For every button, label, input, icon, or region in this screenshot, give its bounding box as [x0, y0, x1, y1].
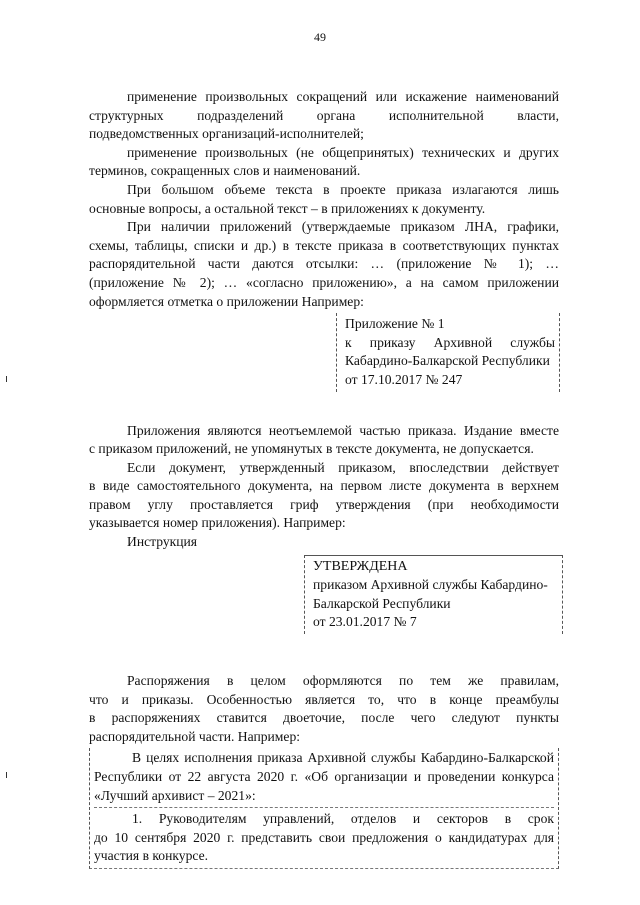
paragraph-line: подведомственных организаций-исполнителей;: [89, 126, 364, 142]
paragraph-line: применение произвольных сокращений или искажение наименований: [127, 89, 559, 104]
paragraph-line: структурных подразделений органа исполнительной власти,: [89, 107, 559, 123]
paragraph-line: в виде самостоятельного документа, на первом листе документа в верхнем: [89, 478, 559, 494]
example-line: Республики от 22 августа 2020 г. «Об организации и проведении конкурса: [94, 769, 554, 784]
document-body: [89, 88, 559, 869]
example-line: до 10 сентября 2020 г. представить свои предложения о кандидатурах для: [94, 829, 554, 845]
paragraph-line: распорядительной части даются отсылки: … (приложение № 1); …: [89, 256, 559, 272]
example-line: «Лучший архивист – 2021»:: [94, 787, 256, 803]
paragraph-line: основные вопросы, а остальной текст – в приложениях к документу.: [89, 200, 486, 216]
paragraph-line: указывается номер приложения). Например:: [89, 515, 346, 531]
paragraph-line: Приложения являются неотъемлемой частью приказа. Издание вместе: [127, 422, 559, 438]
paragraph-line: Инструкция: [127, 534, 198, 550]
paragraph-line: Если документ, утвержденный приказом, впоследствии действует: [127, 459, 559, 475]
approval-stamp: [304, 555, 563, 634]
paragraph-line: схемы, таблицы, списки и др.) в тексте приказа в соответствующих пунктах: [89, 237, 559, 253]
paragraph-line: что и приказы. Особенностью является то, что в конце преамбулы: [89, 691, 559, 707]
paragraph-line: в распоряжениях ставится двоеточие, после чего следуют пункты: [89, 710, 559, 726]
stamp-line: Приложение № 1: [345, 316, 445, 332]
paragraph-line: (приложение № 2); … «согласно приложению», а на самом приложении: [89, 274, 559, 290]
stamp-line: Балкарской Республики: [313, 595, 451, 611]
paragraph-line: При большом объеме текста в проекте приказа излагаются лишь: [127, 181, 559, 197]
paragraph-line: При наличии приложений (утверждаемые приказом ЛНА, графики,: [127, 219, 559, 235]
stamp-line: от 23.01.2017 № 7: [313, 614, 417, 630]
paragraph-line: распорядительной части. Например:: [89, 728, 301, 744]
stamp-title: УТВЕРЖДЕНА: [313, 558, 408, 574]
stamp-line: приказом Архивной службы Кабардино-: [313, 577, 548, 593]
paragraph-line: Распоряжения в целом оформляются по тем же правилам,: [127, 673, 559, 689]
paragraph-line: терминов, сокращенных слов и наименований.: [89, 163, 361, 179]
paragraph-line: с приказом приложений, не упомянутых в тексте документа, не допускается.: [89, 441, 534, 457]
example-line: 1. Руководителям управлений, отделов и секторов в срок: [132, 811, 554, 827]
page-number: 49: [314, 30, 326, 44]
margin-mark: [6, 772, 7, 778]
paragraph-line: оформляется отметка о приложении Например:: [89, 293, 364, 309]
paragraph-line: правом углу проставляется гриф утверждения (при необходимости: [89, 496, 559, 512]
example-line: участия в конкурсе.: [94, 848, 209, 864]
example-block: [89, 748, 559, 869]
stamp-line: к приказу Архивной службы: [345, 334, 555, 350]
stamp-line: Кабардино-Балкарской Республики: [345, 353, 550, 369]
stamp-line: от 17.10.2017 № 247: [345, 371, 463, 387]
appendix-stamp: [336, 313, 560, 391]
margin-mark: [6, 376, 7, 382]
paragraph-line: применение произвольных (не общепринятых) технических и других: [127, 144, 559, 160]
example-line: В целях исполнения приказа Архивной службы Кабардино-Балкарской: [132, 750, 554, 766]
